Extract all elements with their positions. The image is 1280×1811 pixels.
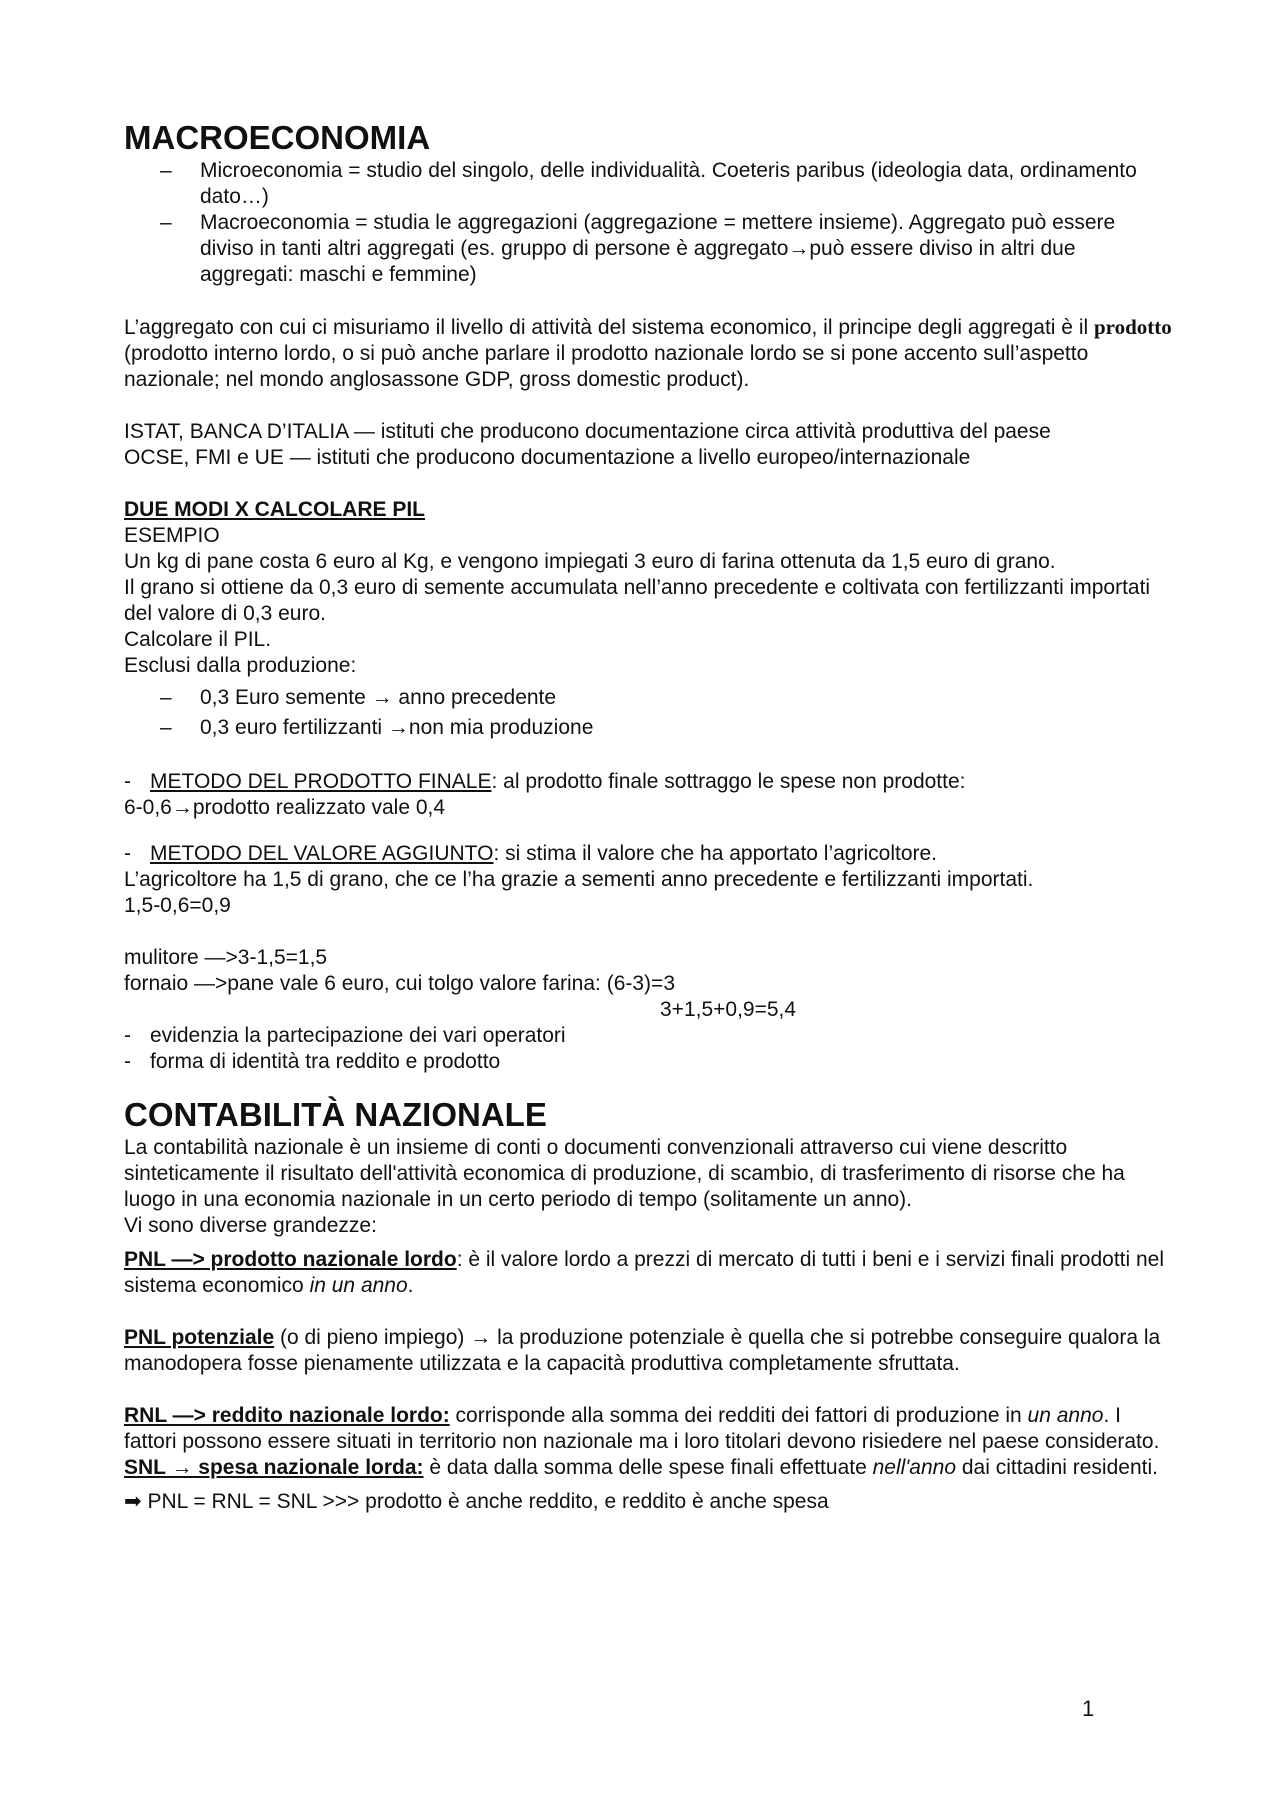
- bullet-micro: – Microeconomia = studio del singolo, delle individualità. Coeteris paribus (ideologia data, ordinamento dato…): [124, 158, 1174, 210]
- ocse-line: OCSE, FMI e UE — istituti che producono documentazione a livello europeo/internazionale: [124, 446, 971, 469]
- added-value-line-2: L’agricoltore ha 1,5 di grano, che ce l’ha grazie a sementi anno precedente e fertilizzanti importati.: [124, 868, 1034, 891]
- istat-line: ISTAT, BANCA D’ITALIA — istituti che producono documentazione circa attività produttiva del paese: [124, 420, 1051, 443]
- note-item: - evidenzia la partecipazione dei vari operatori: [124, 1023, 1174, 1049]
- title-macroeconomia: MACROECONOMIA: [124, 119, 431, 156]
- method-added-value: - METODO DEL VALORE AGGIUNTO: si stima il valore che ha apportato l’agricoltore.: [124, 841, 1174, 867]
- calc-line: Calcolare il PIL.: [124, 628, 272, 651]
- excluded-list: [124, 683, 1174, 743]
- mulitore-line: mulitore —>3-1,5=1,5: [124, 946, 328, 969]
- example-text-2: Il grano si ottiene da 0,3 euro di semente accumulata nell’anno precedente e coltivata con fertilizzanti importati del valore di 0,3 euro.: [124, 576, 1151, 625]
- example-text-1: Un kg di pane costa 6 euro al Kg, e vengono impiegati 3 euro di farina ottenuta da 1,5 euro di grano.: [124, 550, 1056, 573]
- excluded-item: – 0,3 Euro semente → anno precedente: [124, 683, 1174, 713]
- pil-heading: DUE MODI X CALCOLARE PIL: [124, 498, 426, 521]
- excluded-item: – 0,3 euro fertilizzanti →non mia produzione: [124, 713, 1174, 743]
- macro-bullets: [124, 158, 1174, 288]
- identity-line: ➡ PNL = RNL = SNL >>> prodotto è anche reddito, e reddito è anche spesa: [124, 1490, 829, 1513]
- pnl-potenziale-definition: PNL potenziale (o di pieno impiego) → la produzione potenziale è quella che si potrebbe conseguire qualora la manodopera fosse pienamente utilizzata e la capacità produttiva completamente sfruttata.: [124, 1326, 1161, 1375]
- document-page: [124, 118, 1174, 1515]
- method-final-product: - METODO DEL PRODOTTO FINALE: al prodotto finale sottraggo le spese non prodotte:: [124, 769, 1174, 795]
- example-label: ESEMPIO: [124, 524, 220, 547]
- bullet-macro: – Macroeconomia = studia le aggregazioni (aggregazione = mettere insieme). Aggregato può essere diviso in tanti altri aggregati (es. gruppo di persone è aggregato→può essere diviso in altri due aggregati: maschi e femmine): [124, 210, 1174, 288]
- pnl-definition: PNL —> prodotto nazionale lordo: è il valore lordo a prezzi di mercato di tutti i beni e i servizi finali prodotti nel sistema economico in un anno.: [124, 1248, 1165, 1297]
- excluded-line: Esclusi dalla produzione:: [124, 654, 357, 677]
- sizes-line: Vi sono diverse grandezze:: [124, 1214, 377, 1237]
- method-final-result: 6-0,6→prodotto realizzato vale 0,4: [124, 796, 446, 819]
- note-item: - forma di identità tra reddito e prodotto: [124, 1049, 1174, 1075]
- added-value-line-3: 1,5-0,6=0,9: [124, 894, 231, 917]
- sum-line: 3+1,5+0,9=5,4: [660, 998, 797, 1021]
- aggregate-paragraph: L’aggregato con cui ci misuriamo il livello di attività del sistema economico, il principe degli aggregati è il prodotto (prodotto interno lordo, o si può anche parlare il prodotto nazionale lordo se si pone accento sull’aspetto nazionale; nel mondo anglosassone GDP, gross domestic product).: [124, 315, 1172, 391]
- arrow-right-icon: ➡: [124, 1490, 142, 1513]
- rnl-definition: RNL —> reddito nazionale lordo: corrisponde alla somma dei redditi dei fattori di produzione in un anno. I fattori possono essere situati in territorio non nazionale ma i loro titolari devono risiedere nel paese considerato.: [124, 1404, 1160, 1453]
- contabilita-intro: La contabilità nazionale è un insieme di conti o documenti convenzionali attraverso cui viene descritto sinteticamente il risultato dell'attività economica di produzione, di scambio, di trasferimento di risorse che ha luogo in una economia nazionale in un certo periodo di tempo (solitamente un anno).: [124, 1136, 1125, 1211]
- snl-definition: SNL → spesa nazionale lorda: è data dalla somma delle spese finali effettuate nell'anno dai cittadini residenti.: [124, 1456, 1158, 1479]
- fornaio-line: fornaio —>pane vale 6 euro, cui tolgo valore farina: (6-3)=3: [124, 972, 675, 995]
- page-number: 1: [1082, 1696, 1095, 1721]
- title-contabilita: CONTABILITÀ NAZIONALE: [124, 1096, 547, 1133]
